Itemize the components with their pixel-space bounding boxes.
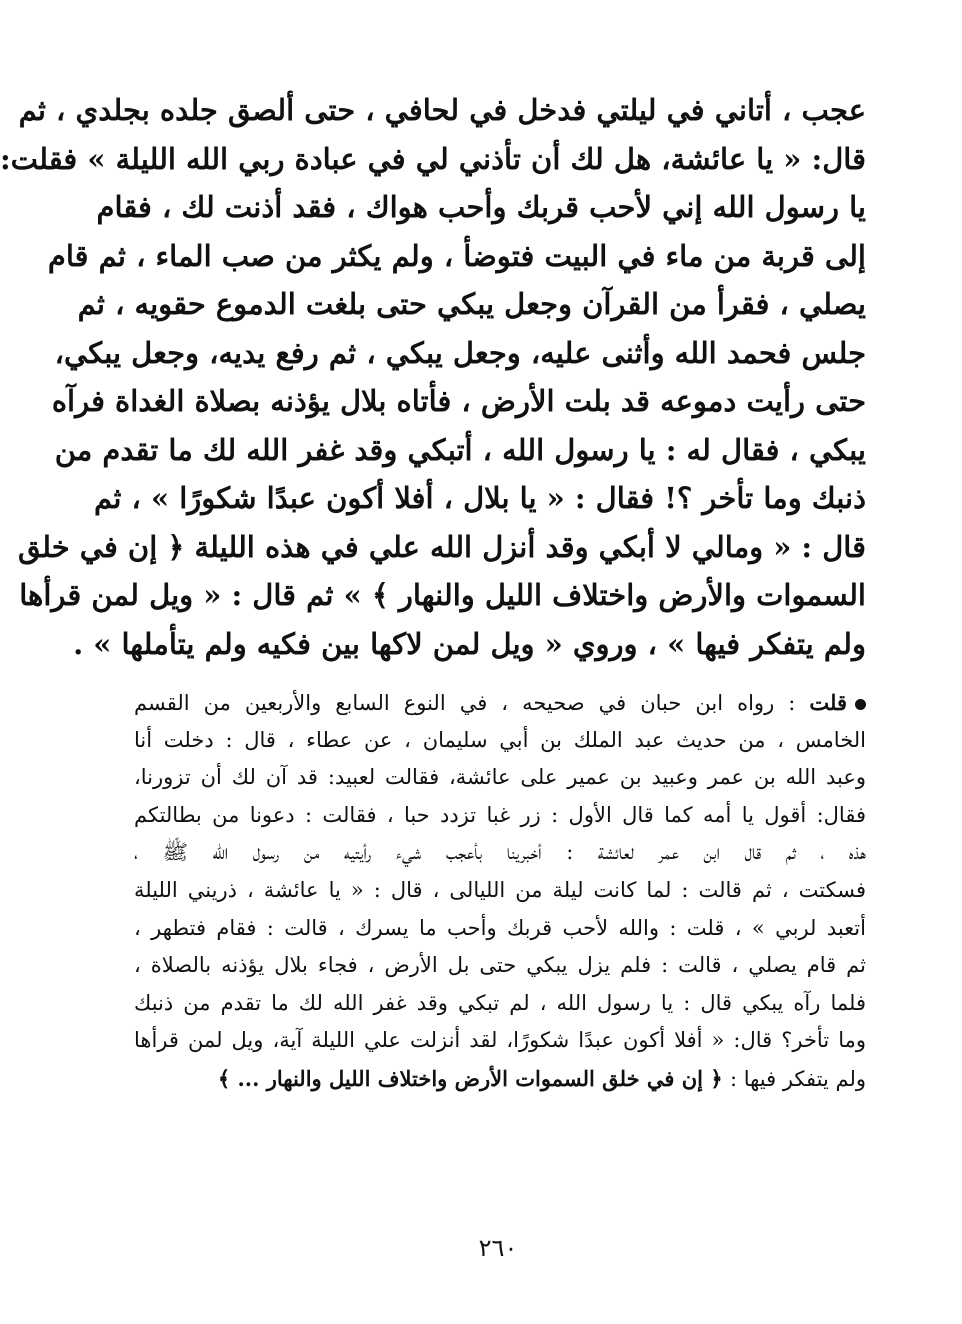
main-line: جلس فحمد الله وأثنى عليه، وجعل يبكي ، ثم رفع يديه، وجعل يبكي، bbox=[54, 335, 866, 370]
main-line: ذنبك وما تأخر ؟! فقال : « يا بلال ، أفلا أكون عبدًا شكورًا » ، ثم bbox=[94, 481, 866, 515]
footnote-first-line bbox=[134, 684, 866, 722]
main-text bbox=[0, 86, 866, 668]
footnote bbox=[134, 684, 866, 1098]
main-line: يصلي ، فقرأ من القرآن وجعل يبكي حتى بلغت الدموع حقويه ، ثم bbox=[77, 287, 866, 321]
footnote-line: وعبد الله بن عمر وعبيد بن عمير على عائشة، فقالت لعبيد: قد آن لك أن تزورنا، bbox=[134, 765, 866, 790]
main-line: السموات والأرض واختلاف الليل والنهار ﴾ » ثم قال : « ويل لمن قرأها bbox=[19, 578, 866, 612]
footnote-line: الخامس ، من حديث عبد الملك بن أبي سليمان ، عن عطاء ، قال : دخلت أنا bbox=[134, 727, 866, 752]
footnote-last-prefix: ولم يتفكر فيها : bbox=[729, 1066, 866, 1091]
main-line: قال: « يا عائشة، هل لك أن تأذني لي في عبادة ربي الله الليلة » فقلت: bbox=[0, 141, 866, 176]
footnote-line: فسكتت ، ثم قالت : لما كانت ليلة من الليالى ، قال : « يا عائشة ، ذريني الليلة bbox=[134, 877, 866, 902]
main-line: عجب ، أتاني في ليلتي فدخل في لحافي ، حتى ألصق جلده بجلدي ، ثم bbox=[18, 93, 866, 127]
main-line: قال : « ومالي لا أبكي وقد أنزل الله علي في هذه الليلة ﴿ إن في خلق bbox=[17, 529, 866, 564]
main-line: يا رسول الله إني لأحب قربك وأحب هواك ، فقد أذنت لك ، فقام bbox=[96, 190, 866, 224]
main-line: حتى رأيت دموعه قد بلت الأرض ، فأتاه بلال يؤذنه بصلاة الغداة فرآه bbox=[51, 384, 866, 418]
footnote-line: فلما رآه يبكي قال : يا رسول الله ، لم تبكي وقد غفر الله لك ما تقدم من ذنبك bbox=[134, 990, 866, 1015]
footnote-last-line bbox=[134, 1060, 866, 1098]
quran-verse: ﴿ إن في خلق السموات الأرض واختلاف الليل والنهار ... ﴾ bbox=[217, 1065, 723, 1091]
footnote-line: فقال: أقول يا أمه كما قال الأول : زر غبا تزدد حبا ، فقالت : دعونا من بطالتكم bbox=[134, 802, 866, 827]
page-number: ٢٦٠ bbox=[478, 1234, 518, 1262]
footnote-line: أتعبد لربي » ، قلت : والله لأحب قربك وأحب ما يسرك ، قالت : فقام فتطهر ، bbox=[134, 915, 866, 940]
bullet-icon bbox=[855, 699, 866, 710]
page-body bbox=[0, 86, 866, 1264]
footnote-line: وما تأخر؟ قال: « أفلا أكون عبدًا شكورًا، لقد أنزلت علي الليلة آية، ويل لمن قرأها bbox=[134, 1028, 866, 1053]
footnote-line: ثم قام يصلي ، قالت : فلم يزل يبكي حتى بل الأرض ، فجاء بلال يؤذنه بالصلاة ، bbox=[134, 953, 866, 978]
main-line: إلى قربة من ماء في البيت فتوضأ ، ولم يكثر من صب الماء ، ثم قام bbox=[47, 238, 866, 273]
footnote-label: قلت bbox=[809, 690, 847, 715]
main-line: ولم يتفكر فيها » ، وروي « ويل لمن لاكها بين فكيه ولم يتأملها » . bbox=[73, 626, 866, 661]
main-line: يبكي ، فقال له : يا رسول الله ، أتبكي وقد غفر الله لك ما تقدم من bbox=[54, 432, 866, 467]
footnote-line: هذه ، ثم قال ابن عمر لعائشة : أخبرينا بأعجب شيء رأيتيه من رسول الله ﷺ ، bbox=[134, 840, 866, 865]
footnote-first-text: : رواه ابن حبان في صحيحه ، في النوع السابع والأربعين من القسم bbox=[134, 691, 796, 715]
